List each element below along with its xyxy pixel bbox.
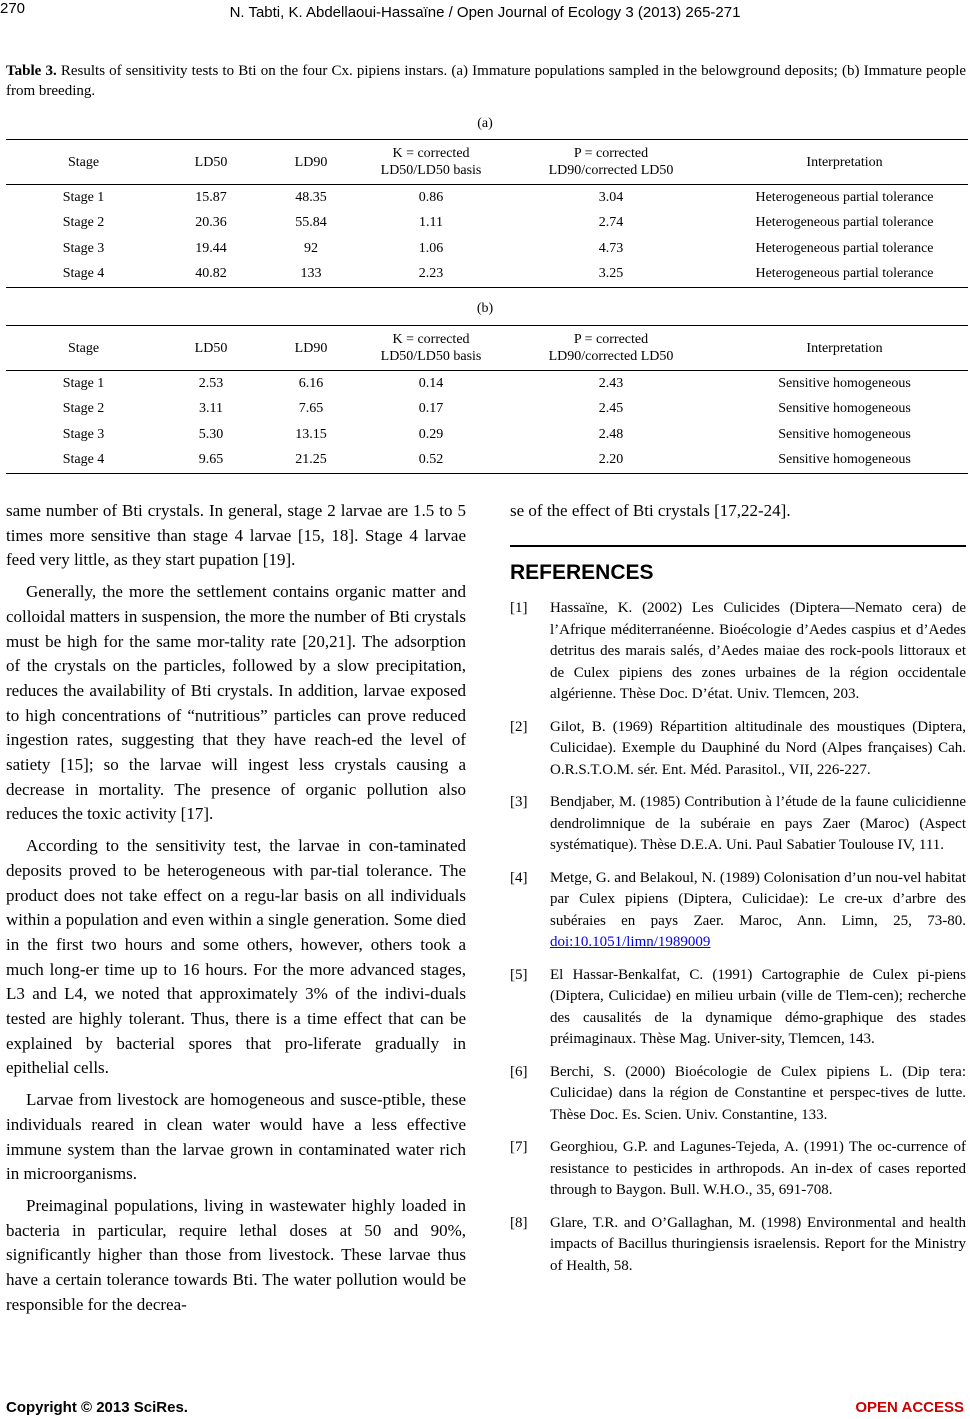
table-cell: 21.25 xyxy=(261,448,361,474)
table-cell: Stage 3 xyxy=(62,240,105,256)
table-cell: 2.23 xyxy=(361,262,501,288)
table-cell: 5.30 xyxy=(198,426,224,442)
table-cell: Stage 3 xyxy=(62,426,105,442)
table-cell: Stage 2 xyxy=(62,401,105,417)
body-paragraph: Preimaginal populations, living in wastewater highly loaded in bacteria in particular, require lethal doses at 50 and 90%, significantly higher than those from livestock. These larvae thus have a certain tolerance towards Bti. The water pollution would be responsible for the decrea- xyxy=(6,1195,466,1314)
col-header-ld90: LD90 xyxy=(261,140,361,185)
body-paragraph: Larvae from livestock are homogeneous and susce-ptible, these individuals reared in clean water would have a less effective immune system than the larvae grown in contaminated water rich in microorganisms. xyxy=(6,1090,466,1184)
col-header-stage: Stage xyxy=(6,326,161,371)
table-row xyxy=(6,262,968,288)
table-cell: Sensitive homogeneous xyxy=(778,426,911,442)
running-title: N. Tabti, K. Abdellaoui-Hassaïne / Open Journal of Ecology 3 (2013) 265-271 xyxy=(229,4,741,21)
reference-number: [6] xyxy=(510,1063,528,1080)
table-cell: Stage 4 xyxy=(6,448,161,474)
col-header-k: K = corrected LD50/LD50 basis xyxy=(361,140,501,185)
table-row xyxy=(6,211,968,237)
table-cell: 48.35 xyxy=(295,189,327,205)
table-cell: Stage 1 xyxy=(62,375,105,391)
page-number: 270 xyxy=(0,0,26,17)
col-header-ld90: LD90 xyxy=(261,326,361,371)
table-cell: Sensitive homogeneous xyxy=(721,448,968,474)
table-row xyxy=(6,448,968,474)
table-cell: 9.65 xyxy=(161,448,261,474)
table-cell: 3.25 xyxy=(501,262,721,288)
body-paragraph: Generally, the more the settlement contains organic matter and colloidal matters in suspension, the more the number of Bti crystals must be high for the same mor-tality rate [20,21]. The adsorption of the crystals on the particles, followed by a slow precipitation, reduces the availability of Bti crystals. In addition, larvae exposed to high concentrations of “nutritious” particles can prove reduced ingestion rates, suggesting that they have reach-ed the level of satiety [15]; so the larvae will ingest less crystals causing a decrease in mortality. The presence of organic pollution also reduces the toxic activity [17]. xyxy=(6,582,466,824)
table-row xyxy=(6,397,968,423)
col-header-ld50: LD50 xyxy=(161,326,261,371)
table-cell: 0.14 xyxy=(418,375,444,391)
body-left-column xyxy=(6,499,466,1318)
reference-item xyxy=(510,1213,966,1278)
table-cell: 2.53 xyxy=(198,375,224,391)
references-list xyxy=(510,598,966,1288)
table-cell: 40.82 xyxy=(161,262,261,288)
col-header-interpretation: Interpretation xyxy=(721,326,968,371)
table-cell: 92 xyxy=(304,240,318,256)
table-cell: 13.15 xyxy=(295,426,327,442)
table-cell: Stage 4 xyxy=(6,262,161,288)
reference-text: Gilot, B. (1969) Répartition altitudinale des moustiques (Diptera, Culicidae). Exemple du Dauphiné du Nord (Alpes françaises) Cah. O.R.S.T.O.M. sér. Ent. Méd. Parasitol., VII, 226-227. xyxy=(550,718,966,778)
reference-number: [7] xyxy=(510,1139,528,1155)
table-cell: 2.43 xyxy=(598,375,624,391)
col-header-p: P = corrected LD90/corrected LD50 xyxy=(501,140,721,185)
table-cell: 20.36 xyxy=(195,215,227,231)
references-rule xyxy=(510,545,966,547)
reference-number: [1] xyxy=(510,600,528,616)
copyright-footer: Copyright © 2013 SciRes. xyxy=(6,1399,188,1416)
table-cell: 15.87 xyxy=(195,189,227,205)
table-cell: 2.48 xyxy=(598,426,624,442)
reference-number: [4] xyxy=(510,869,528,886)
table-cell: Sensitive homogeneous xyxy=(778,375,911,391)
col-header-interpretation: Interpretation xyxy=(721,140,968,185)
references-heading: REFERENCES xyxy=(510,561,654,584)
table-cell: 2.20 xyxy=(501,448,721,474)
table-a xyxy=(6,139,968,288)
table-cell: 0.29 xyxy=(418,426,444,442)
reference-text: Bendjaber, M. (1985) Contribution à l’étude de la faune culicidienne dendrolimnique de la subéraie en pays Zaer (Maroc) (Aspect systématique). Thèse D.E.A. Uni. Paul Sabatier Toulouse IV, 111. xyxy=(550,794,966,853)
table-cell: 1.11 xyxy=(419,215,443,231)
table-cell: Sensitive homogeneous xyxy=(778,401,911,417)
table-cell: Heterogeneous partial tolerance xyxy=(755,189,934,205)
col-header-p: P = corrected LD90/corrected LD50 xyxy=(501,326,721,371)
table-cell: 0.52 xyxy=(361,448,501,474)
reference-number: [2] xyxy=(510,718,528,735)
table-caption-label: Table 3. xyxy=(6,63,57,79)
table-cell: Heterogeneous partial tolerance xyxy=(755,215,934,231)
body-paragraph: se of the effect of Bti crystals [17,22-24]. xyxy=(510,501,791,520)
table-cell: 3.11 xyxy=(199,401,223,417)
reference-text: Hassaïne, K. (2002) Les Culicides (Diptera—Nemato cera) de l’Afrique méditerranéenne. Bioécologie d’Aedes caspius et d’Aedes detritus des marais salés, d’Aedes maiae des rock-pools littoraux et de Culex pipiens des zones urbaines de la région occidentale algérienne. Thèse Doc. D’état. Univ. Tlemcen, 203. xyxy=(550,600,966,702)
table-a-label: (a) xyxy=(477,116,493,131)
col-header-k: K = corrected LD50/LD50 basis xyxy=(361,326,501,371)
reference-text: Georghiou, G.P. and Lagunes-Tejeda, A. (1991) The oc-currence of resistance to pesticides in arthropods. An in-dex of cases reported through to Baygon. Bull. W.H.O., 35, 691-708. xyxy=(550,1139,966,1198)
reference-item xyxy=(510,965,966,1051)
table-cell: 1.06 xyxy=(418,240,444,256)
table-row xyxy=(6,185,968,211)
table-b-header-row xyxy=(6,326,968,371)
col-header-stage: Stage xyxy=(6,140,161,185)
doi-link[interactable]: doi:10.1051/limn/1989009 xyxy=(550,934,711,950)
table-cell: Heterogeneous partial tolerance xyxy=(755,240,934,256)
table-caption xyxy=(6,61,966,101)
reference-text: El Hassar-Benkalfat, C. (1991) Cartographie de Culex pi-piens (Diptera, Culicidae) en milieu urbain (ville de Tlem-cen); recherche des causalités de la dynamique démo-graphique des stades préimaginaux. Thèse Mag. Univer-sity, Tlemcen, 143. xyxy=(550,966,966,1047)
table-a-header-row xyxy=(6,140,968,185)
table-row xyxy=(6,371,968,397)
table-cell: 19.44 xyxy=(195,240,227,256)
reference-item xyxy=(510,717,966,782)
table-cell: 0.86 xyxy=(418,189,444,205)
reference-item xyxy=(510,1137,966,1202)
table-cell: 2.74 xyxy=(598,215,624,231)
reference-text: Berchi, S. (2000) Bioécologie de Culex pipiens L. (Dip tera: Culicidae) dans la région de Constantine et perspec-tives de lutte. Thèse Doc. Es. Scien. Univ. Constantine, 133. xyxy=(550,1063,966,1123)
table-cell: Heterogeneous partial tolerance xyxy=(721,262,968,288)
open-access-footer: OPEN ACCESS xyxy=(855,1399,964,1416)
body-paragraph: According to the sensitivity test, the larvae in con-taminated deposits proved to be heterogeneous with par-tial tolerance. The product does not take effect on a regu-lar basis on all individuals within a population and even within a single generation. Some died in the first two hours and some others, however, others took a much long-er time up to 16 hours. For the more advanced stages, L3 and L4, we noted that approximately 3% of the indivi-duals tested are highly tolerant. Thus, there is a time effect that can be explained by bacterial spores that pro-liferate gradually in epithelial cells. xyxy=(6,836,466,1078)
table-cell: 4.73 xyxy=(598,240,624,256)
col-header-ld50: LD50 xyxy=(161,140,261,185)
table-row xyxy=(6,422,968,448)
table-cell: 7.65 xyxy=(298,401,324,417)
table-cell: 6.16 xyxy=(298,375,324,391)
table-row xyxy=(6,236,968,262)
reference-item xyxy=(510,792,966,857)
table-cell: 2.45 xyxy=(598,401,624,417)
table-cell: 0.17 xyxy=(418,401,444,417)
table-cell: Stage 2 xyxy=(62,215,105,231)
reference-item xyxy=(510,868,966,954)
table-cell: 3.04 xyxy=(598,189,624,205)
reference-item xyxy=(510,598,966,706)
body-paragraph: same number of Bti crystals. In general, stage 2 larvae are 1.5 to 5 times more sensitive than stage 4 larvae [15, 18]. Stage 4 larvae feed very little, as they start pupation [19]. xyxy=(6,501,466,570)
reference-number: [5] xyxy=(510,966,528,983)
reference-text: Glare, T.R. and O’Gallaghan, M. (1998) Environmental and health impacts of Bacillus thuringiensis israelensis. Report for the Ministry of Health, 58. xyxy=(550,1214,966,1274)
table-cell: Stage 1 xyxy=(62,189,105,205)
reference-number: [8] xyxy=(510,1214,528,1231)
body-right-column xyxy=(510,499,966,524)
table-caption-text: Results of sensitivity tests to Bti on the four Cx. pipiens instars. (a) Immature populations sampled in the belowground deposits; (b) Immature people from breeding. xyxy=(6,63,967,99)
reference-number: [3] xyxy=(510,794,528,810)
table-cell: 55.84 xyxy=(295,215,327,231)
table-b-label: (b) xyxy=(476,301,494,316)
table-cell: 133 xyxy=(261,262,361,288)
reference-item xyxy=(510,1062,966,1127)
table-b xyxy=(6,325,968,474)
reference-text: Metge, G. and Belakoul, N. (1989) Colonisation d’un nou-vel habitat par Culex pipiens (Diptera, Culicidae): Le cre-ux d’arbre des subéraies en pays Zaer. Maroc, Ann. Limn, 25, 73-80. xyxy=(550,869,966,929)
